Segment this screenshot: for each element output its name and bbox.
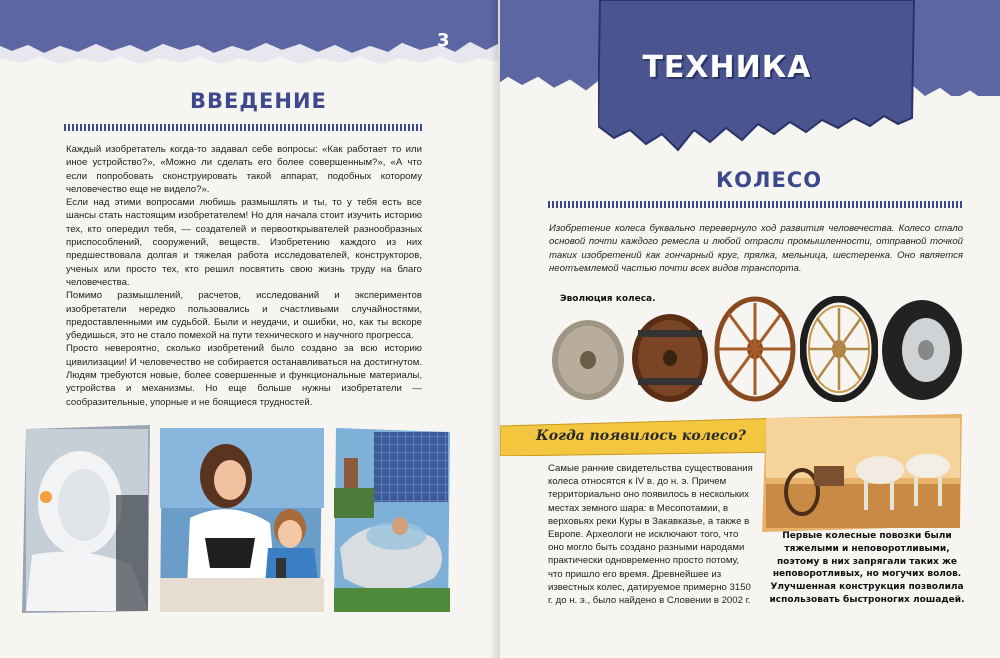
wheel-history-text: Самые ранние свидетельства существования колеса относятся к IV в. до н. э. Причем территориально оно появилось в нескольких местах земного шара: в Месопотамии, в верховьях реки Куры в Закавказье, а также в Европе. Археологи не исключают того, что оно могло быть создано разными народами практически одновременно просто потому, что пришло его время. Древнейшее из известных колес, датируемое примерно 3150 г. до н. э., было найдено в Словении в 2002 г. xyxy=(548,463,753,607)
wheel-intro-text: Изобретение колеса буквально перевернуло ход развития человечества. Колесо стало основой почти каждого ремесла и любой отрасли промышленности, отправной точкой таких изобретений как гончарный круг, прялка, мельница, шестеренка. Оно является неотъемлемой частью почти всех видов транспорта. xyxy=(549,223,963,274)
page-number: 3 xyxy=(437,30,450,51)
paragraph-3: Помимо размышлений, расчетов, исследований и экспериментов изобретатели нередко пользовались и счастливыми случайностями, предоставленными им судьбой. Были и неудачи, и ошибки, но, как ты вскоре убедишься, это не стало помехой на пути технического и научного прогресса. xyxy=(66,290,422,342)
heading-rule xyxy=(64,124,422,131)
spoked-rubber-wheel-icon xyxy=(800,296,878,402)
topic-heading: КОЛЕСО xyxy=(716,168,823,192)
science-class-photo xyxy=(160,428,324,612)
plank-wheel-icon xyxy=(630,312,710,404)
stone-wheel-icon xyxy=(550,318,626,402)
left-page xyxy=(0,0,498,658)
spoked-wooden-wheel-icon xyxy=(714,296,796,402)
question-ribbon-text: Когда появилось колесо? xyxy=(536,428,746,444)
torn-paper-header xyxy=(0,0,498,70)
ox-cart-caption: Первые колесные повозки были тяжелыми и неповоротливыми, поэтому в них запрягали таких же неповоротливых, но могучих волов. Улучшенная конструкция позволила использовать быстроногих лошадей. xyxy=(769,531,965,605)
robot-photo xyxy=(22,425,154,613)
paragraph-2: Если над этими вопросами любишь размышлять и ты, то у тебя есть все шансы стать настоящим изобретателем! Но для начала стоит изучить историю тех, кто опередил тебя, — создателей и первооткрывателей разнообразных приспособлений, сооружений, веществ. Изобретению каждого из них предшествовала долгая и тяжелая работа исследователей, конструкторов, ученых или просто тех, кто решил посвятить свою жизнь труду на благо человечества. xyxy=(66,197,422,288)
tire-wheel-icon xyxy=(880,298,964,402)
paragraph-4: Просто невероятно, сколько изобретений было создано за всю историю цивилизации! И человечество не собирается останавливаться на достигнутом. Людям требуются новые, более совершенные и функциональные материалы, устройства и механизмы. Но еще больше нужны изобретатели — сообразительные, упорные и не боящиеся трудностей. xyxy=(66,343,422,408)
evolution-caption: Эволюция колеса. xyxy=(560,294,656,304)
intro-text-block xyxy=(66,143,422,409)
section-title: ТЕХНИКА xyxy=(642,50,812,85)
ox-cart-photo xyxy=(762,414,964,532)
page-heading: ВВЕДЕНИЕ xyxy=(190,89,327,113)
solar-glider-photo xyxy=(334,428,450,612)
topic-heading-rule xyxy=(548,201,962,208)
paragraph-1: Каждый изобретатель когда-то задавал себе вопросы: «Как работает то или иное устройство?», «Можно ли сделать его более совершенным?», «А что если попробовать сконструировать такой аппарат, подобных которому человечество еще не видело?». xyxy=(66,144,422,195)
